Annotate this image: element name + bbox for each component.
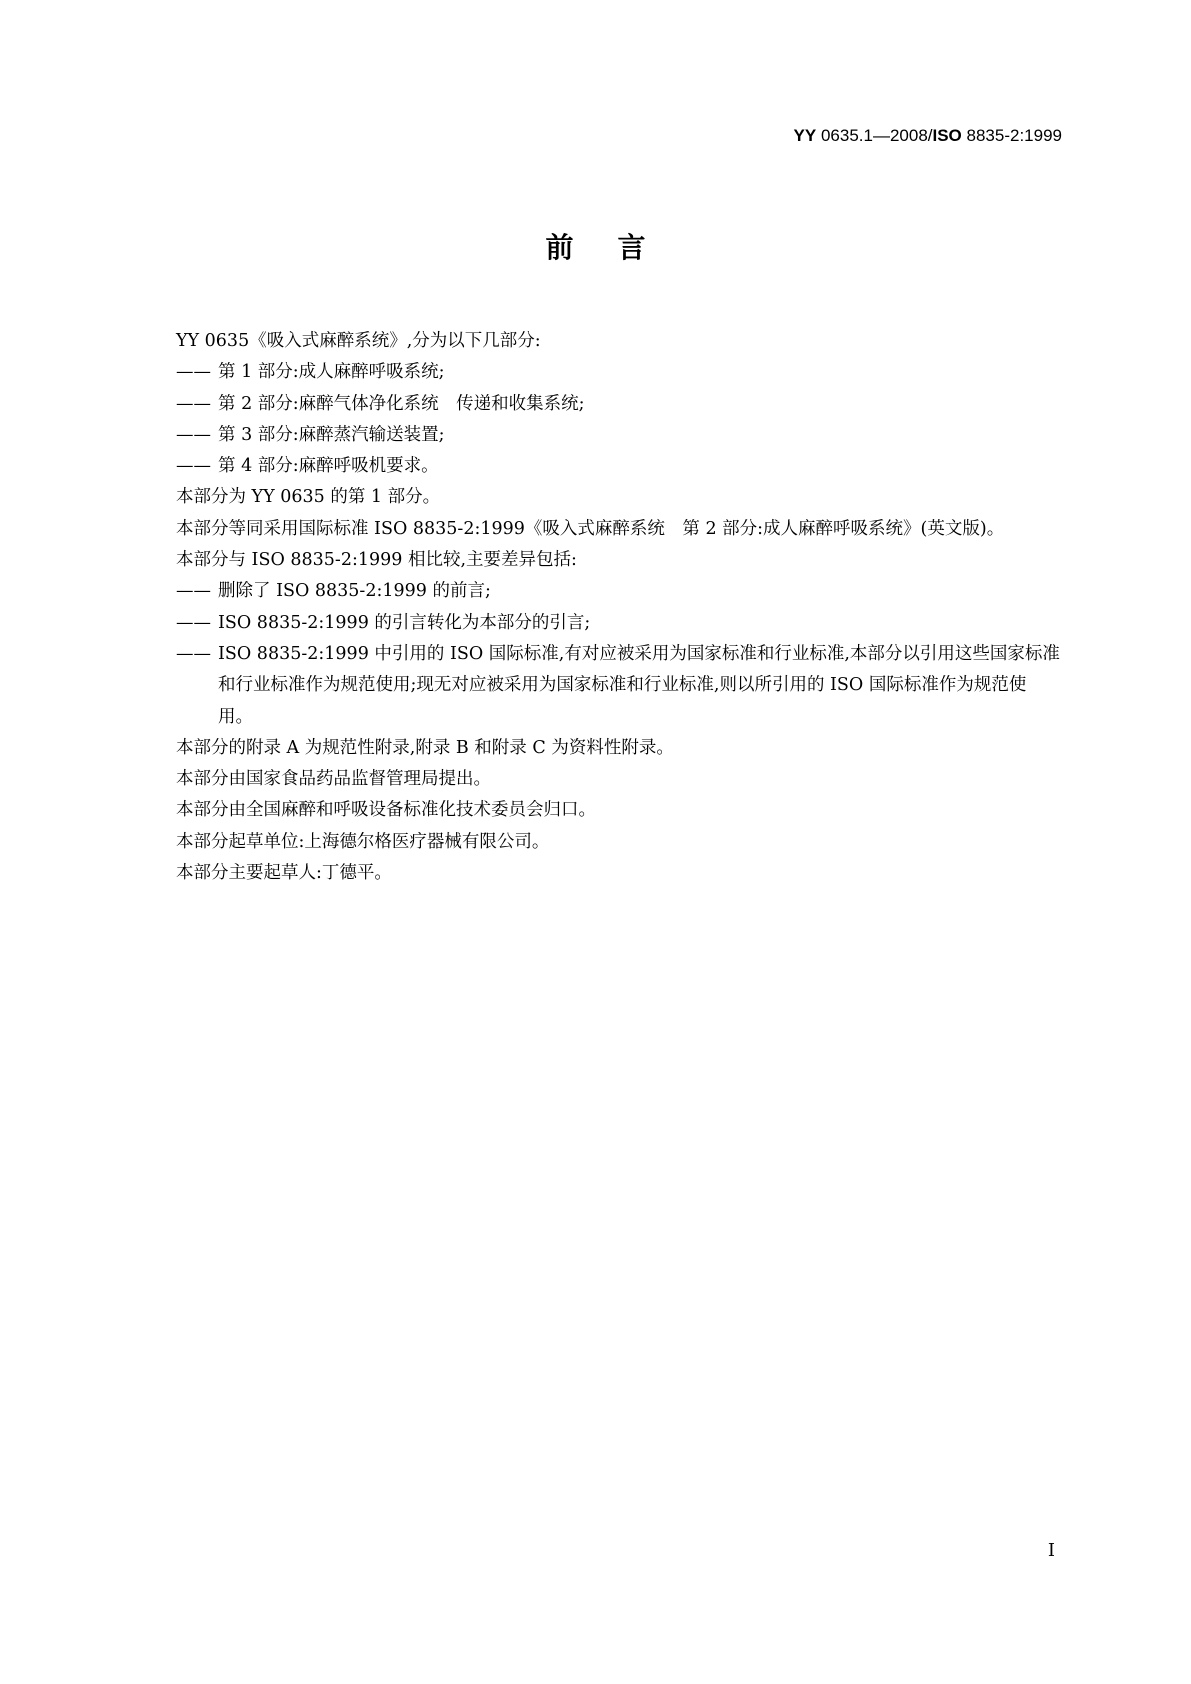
list-item-part-4	[136, 451, 1060, 482]
foreword-body	[136, 326, 1060, 889]
dash-mark: ——	[176, 456, 211, 477]
dash-mark: ——	[176, 612, 211, 633]
list-item-text: 删除了 ISO 8835-2:1999 的前言;	[218, 581, 491, 602]
list-item-text: ISO 8835-2:1999 的引言转化为本部分的引言;	[218, 612, 591, 633]
list-item-diff-1	[136, 576, 1060, 607]
standard-code	[794, 126, 1062, 146]
paragraph-drafter: 本部分主要起草人:丁德平。	[176, 863, 392, 884]
list-item-diff-2	[136, 608, 1060, 639]
page-number: I	[1047, 1540, 1055, 1561]
list-item-text: 第 4 部分:麻醉呼吸机要求。	[218, 456, 439, 477]
dash-mark: ——	[176, 581, 211, 602]
list-item-part-3	[136, 420, 1060, 451]
dash-mark: ——	[176, 362, 211, 383]
paragraph-this-part: 本部分为 YY 0635 的第 1 部分。	[176, 487, 441, 508]
standard-code-iso-number: 8835-2:1999	[961, 126, 1062, 145]
list-item-part-1	[136, 357, 1060, 388]
list-item-diff-3	[136, 639, 1060, 733]
paragraph-intro: YY 0635《吸入式麻醉系统》,分为以下几部分:	[176, 331, 541, 351]
paragraph-annex: 本部分的附录 A 为规范性附录,附录 B 和附录 C 为资料性附录。	[176, 737, 674, 758]
standard-code-iso: ISO	[932, 126, 962, 145]
paragraph-differences: 本部分与 ISO 8835-2:1999 相比较,主要差异包括:	[176, 550, 577, 571]
list-item-part-2	[136, 389, 1060, 420]
list-item-text: 第 2 部分:麻醉气体净化系统 传递和收集系统;	[218, 393, 585, 414]
dash-mark: ——	[176, 643, 211, 664]
list-item-text: 第 1 部分:成人麻醉呼吸系统;	[218, 362, 445, 383]
list-item-text: ISO 8835-2:1999 中引用的 ISO 国际标准,有对应被采用为国家标准和行业标准,本部分以引用这些国家标准和行业标准作为规范使用;现无对应被采用为国家标准和行业标准,则以所引用的 ISO 国际标准作为规范使用。	[218, 643, 1060, 727]
paragraph-committee: 本部分由全国麻醉和呼吸设备标准化技术委员会归口。	[176, 800, 596, 821]
dash-mark: ——	[176, 424, 211, 445]
paragraph-proposer: 本部分由国家食品药品监督管理局提出。	[176, 769, 491, 790]
paragraph-drafting-unit: 本部分起草单位:上海德尔格医疗器械有限公司。	[176, 831, 550, 852]
dash-mark: ——	[176, 393, 211, 414]
page-title: 前言	[545, 231, 690, 264]
standard-code-prefix: YY	[793, 126, 817, 145]
paragraph-adoption: 本部分等同采用国际标准 ISO 8835-2:1999《吸入式麻醉系统 第 2 部分:成人麻醉呼吸系统》(英文版)。	[176, 518, 1005, 539]
standard-code-number: 0635.1—2008/	[816, 126, 933, 145]
list-item-text: 第 3 部分:麻醉蒸汽输送装置;	[218, 424, 445, 445]
